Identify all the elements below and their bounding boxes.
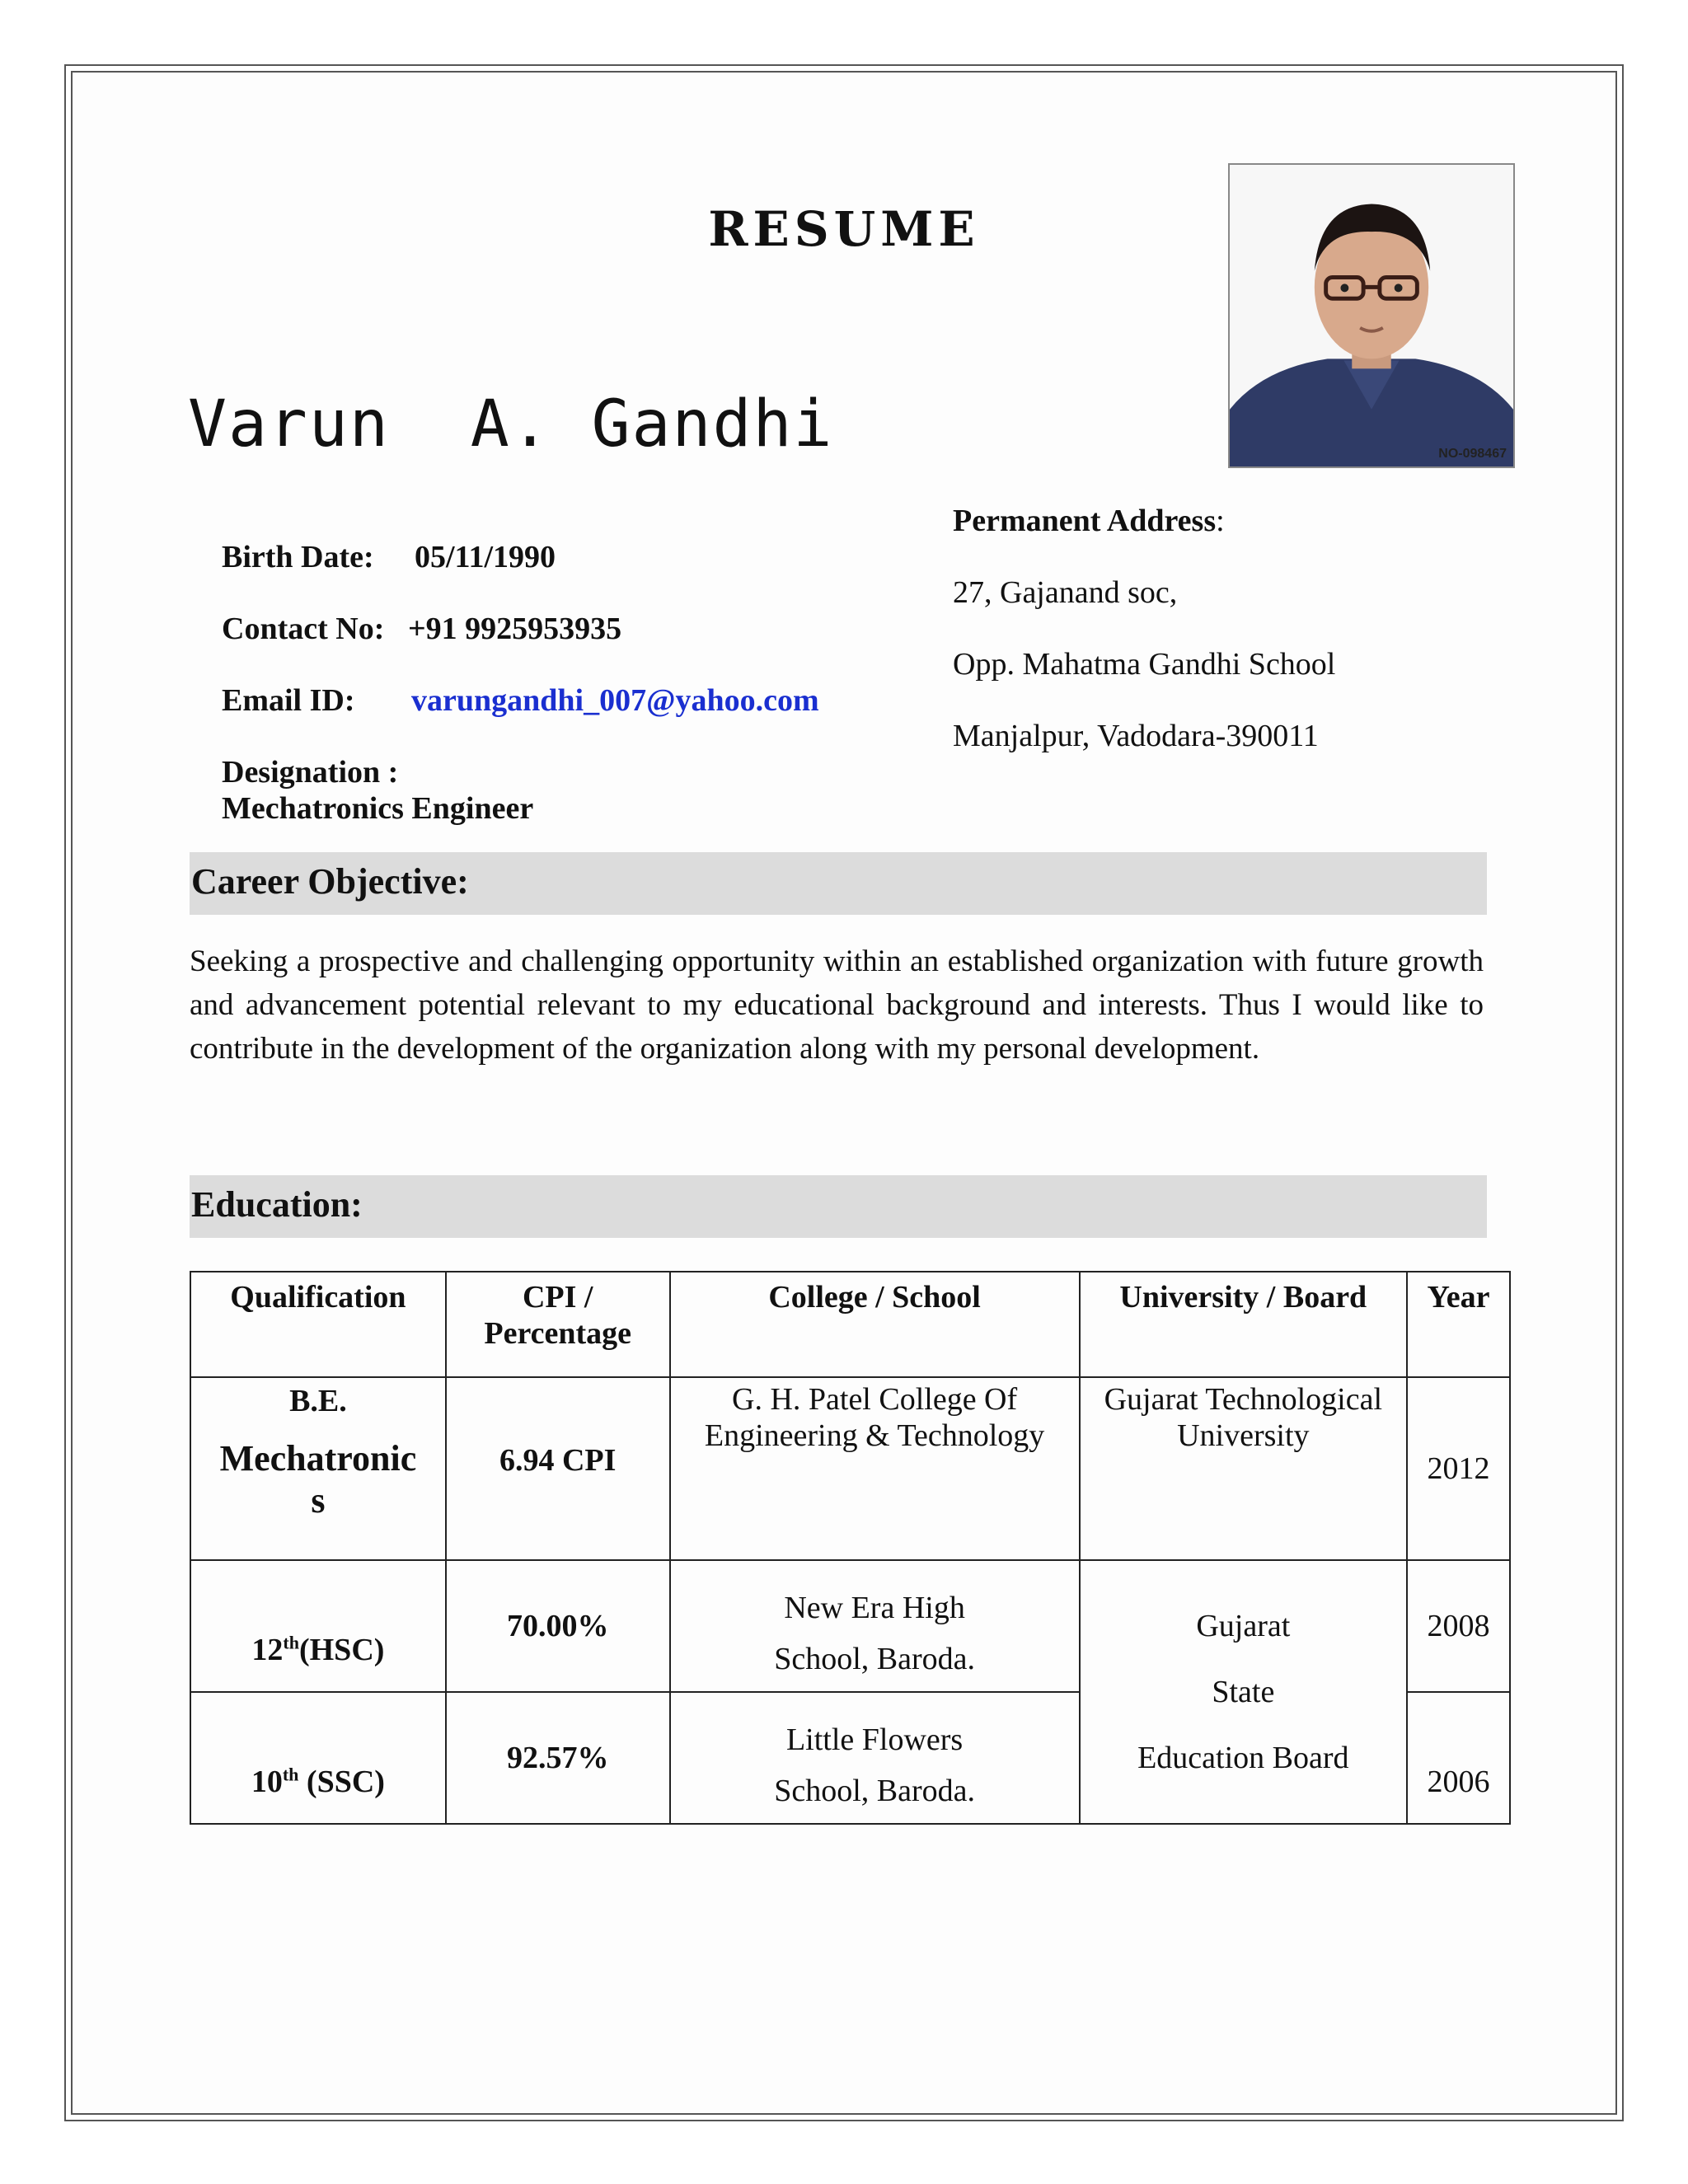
board-cell	[1080, 1560, 1407, 1824]
score-value: 92.57%	[506, 1741, 609, 1775]
board-line2: State	[1212, 1675, 1275, 1709]
birth-date-value-wrap	[399, 503, 556, 575]
qual-type: (HSC)	[298, 1633, 385, 1667]
year-cell: 2008	[1407, 1560, 1510, 1692]
birth-date-value: 05/11/1990	[415, 540, 556, 574]
university-line2: University	[1177, 1418, 1310, 1453]
table-header-row	[190, 1272, 1510, 1377]
portrait-image	[1230, 165, 1513, 466]
qual-grade: 10	[251, 1765, 283, 1799]
header-cpi-line1: CPI /	[522, 1280, 593, 1315]
qual-sup: th	[283, 1632, 299, 1653]
email-link[interactable]: varungandhi_007@yahoo.com	[411, 683, 819, 718]
address-label: Permanent Address	[953, 504, 1217, 538]
address-line2: Opp. Mahatma Gandhi School	[953, 647, 1336, 682]
table-row	[190, 1377, 1510, 1560]
contact-value-wrap	[392, 574, 621, 647]
address-colon: :	[1216, 504, 1225, 538]
address-line3: Manjalpur, Vadodara-390011	[953, 719, 1319, 753]
header-cpi-line2: Percentage	[484, 1316, 632, 1351]
qualification-cell	[190, 1692, 446, 1824]
email-label: Email ID:	[222, 683, 355, 718]
profile-photo	[1228, 163, 1515, 468]
photo-stamp-code: NO-098467	[1438, 447, 1507, 461]
score-value: 70.00%	[506, 1609, 609, 1643]
college-cell	[670, 1377, 1080, 1560]
qualification-cell	[190, 1560, 446, 1692]
board-line1: Gujarat	[1196, 1609, 1291, 1643]
college-line1: G. H. Patel College Of	[732, 1382, 1018, 1417]
college-line2: School, Baroda.	[774, 1642, 975, 1676]
qual-be: B.E.	[289, 1384, 347, 1418]
designation-value: Mechatronics Engineer	[222, 791, 534, 826]
designation-row	[206, 718, 533, 827]
contact-value: +91 9925953935	[408, 612, 622, 646]
qual-type: (SSC)	[298, 1765, 385, 1799]
year-cell: 2006	[1407, 1692, 1510, 1824]
college-line1: New Era High	[784, 1591, 965, 1625]
university-line1: Gujarat Technological	[1104, 1382, 1383, 1417]
education-header	[190, 1175, 1487, 1238]
email-row	[206, 646, 355, 719]
college-line2: School, Baroda.	[774, 1774, 975, 1808]
career-objective-heading: Career Objective:	[191, 861, 469, 902]
candidate-name: Varun A. Gandhi	[188, 387, 834, 462]
header-university: University / Board	[1080, 1272, 1407, 1377]
header-year: Year	[1407, 1272, 1510, 1377]
board-line3: Education Board	[1137, 1741, 1349, 1775]
career-objective-text: Seeking a prospective and challenging opportunity within an established organization with future growth and advancement potential relevant to my educational background and interests. Thus I would like to contribute in the development of the organization along with my personal development.	[190, 944, 1484, 1066]
score-cell	[446, 1377, 670, 1560]
qual-sup: th	[282, 1764, 299, 1785]
qualification-cell	[190, 1377, 446, 1560]
designation-label: Designation :	[222, 755, 399, 790]
career-objective-header	[190, 852, 1487, 915]
document-title: RESUME	[708, 201, 980, 257]
birth-date-row	[206, 503, 374, 575]
contact-label: Contact No:	[222, 612, 385, 646]
header-qualification: Qualification	[190, 1272, 446, 1377]
college-cell	[670, 1560, 1080, 1692]
qual-grade: 12	[251, 1633, 284, 1667]
year-cell: 2012	[1407, 1377, 1510, 1560]
college-line2: Engineering & Technology	[704, 1418, 1045, 1453]
qual-branch-wrap: s	[311, 1480, 326, 1521]
address-line1: 27, Gajanand soc,	[953, 575, 1178, 610]
address-heading	[953, 503, 1225, 539]
education-heading: Education:	[191, 1184, 363, 1225]
university-cell	[1080, 1377, 1407, 1560]
contact-row	[206, 574, 384, 647]
college-cell	[670, 1692, 1080, 1824]
score-cell	[446, 1560, 670, 1692]
birth-date-label: Birth Date:	[222, 540, 374, 574]
qual-branch: Mechatronic	[219, 1438, 417, 1479]
education-table	[190, 1271, 1511, 1825]
table-row	[190, 1560, 1510, 1692]
score-cell	[446, 1692, 670, 1824]
score-value: 6.94 CPI	[499, 1443, 617, 1478]
header-college: College / School	[670, 1272, 1080, 1377]
header-cpi	[446, 1272, 670, 1377]
email-value-wrap	[396, 646, 819, 719]
college-line1: Little Flowers	[785, 1722, 964, 1757]
